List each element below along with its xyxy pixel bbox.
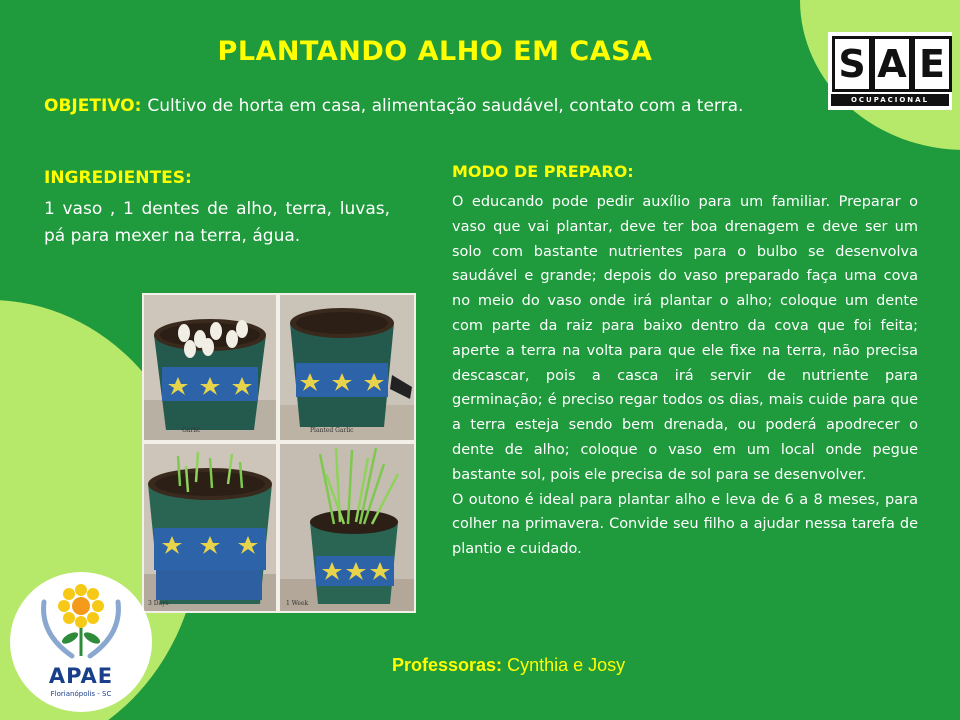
- method-paragraph: O educando pode pedir auxílio para um familiar. Preparar o vaso que vai plantar, deve ter boa drenagem e deve ser um solo com bastante nutrientes para o bulbo se desenvolva saudável e grande; depois do vaso preparado faça uma cova no meio do vaso onde irá plantar o alho; coloque um dente com parte da raiz para baixo dentro da cova que foi feita; aperte a terra na volta para que ele fixe na terra, não precisa descascar, pois a casca irá servir de nutriente para germinação; é preciso regar todos os dias, mais cuide para que a terra esteja sendo bem drenada, ou poderá apodrecer o dente de alho; coloque o vaso em um local onde pegue bastante sol, pois ele precisa de sol para se desenvolver.: [452, 194, 918, 483]
- sae-logo: [828, 32, 952, 110]
- footer-names: Cynthia e Josy: [507, 655, 626, 675]
- method-paragraph: O outono é ideal para plantar alho e leva de 6 a 8 meses, para colher na primavera. Convide seu filho a ajudar nessa tarefa de plantio e cuidado.: [452, 491, 918, 558]
- apae-logo-name: APAE: [48, 664, 114, 688]
- photo-planted-garlic: [280, 295, 414, 440]
- ingredients-text: 1 vaso , 1 dentes de alho, terra, luvas, pá para mexer na terra, água.: [44, 199, 390, 246]
- objective-text: Cultivo de horta em casa, alimentação saudável, contato com a terra.: [147, 96, 744, 116]
- apae-flower-hands-icon: [10, 572, 152, 664]
- sae-logo-letter: E: [912, 36, 952, 92]
- garlic-photo-collage: [142, 293, 416, 613]
- photo-caption: Planted Garlic: [310, 427, 354, 434]
- sae-logo-letter: A: [872, 36, 912, 92]
- photo-sprouts-3-days: [144, 444, 276, 611]
- footer-credits: [392, 655, 625, 676]
- sae-logo-subtitle: OCUPACIONAL: [831, 94, 949, 106]
- page-title: PLANTANDO ALHO EM CASA: [217, 36, 653, 67]
- photo-caption: Garlic: [182, 427, 201, 434]
- footer-label: Professoras:: [392, 655, 503, 675]
- apae-logo-city: Florianópolis - SC: [50, 690, 112, 698]
- objective-label: OBJETIVO:: [44, 96, 142, 116]
- photo-caption: 3 Days: [148, 600, 169, 607]
- photo-garlic-cloves: [144, 295, 276, 440]
- method-title: MODO DE PREPARO:: [452, 162, 634, 181]
- objective-section: [44, 93, 792, 120]
- photo-caption: 1 Week: [286, 600, 309, 607]
- photo-sprouts-1-week: [280, 444, 414, 611]
- apae-logo: [10, 572, 152, 712]
- sae-logo-letter: S: [832, 36, 872, 92]
- ingredients-title: INGREDIENTES:: [44, 168, 192, 188]
- method-text: [452, 190, 918, 562]
